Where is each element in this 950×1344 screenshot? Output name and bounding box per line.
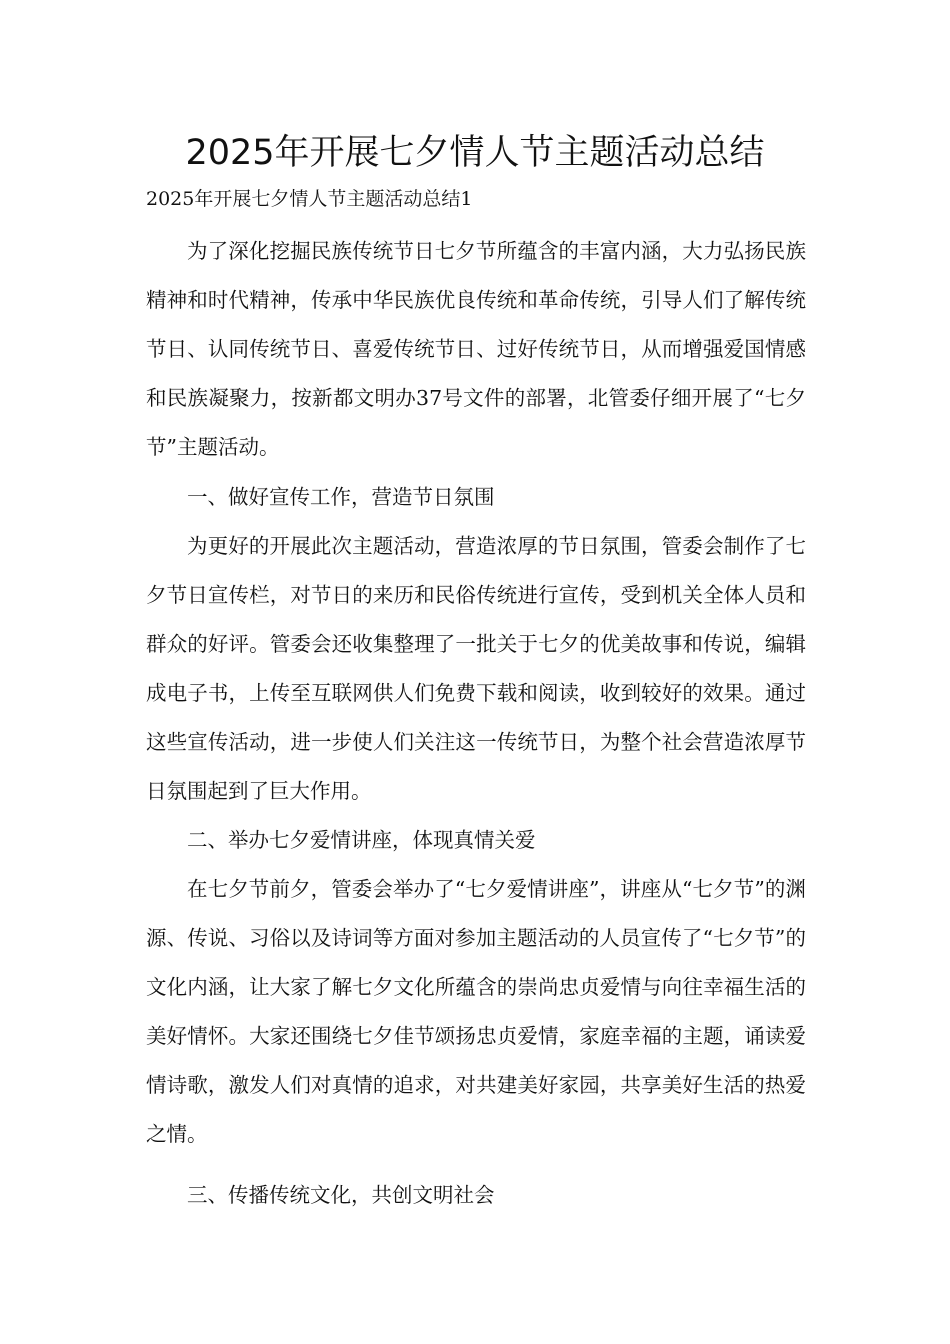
intro-paragraph: 为了深化挖掘民族传统节日七夕节所蕴含的丰富内涵，大力弘扬民族精神和时代精神，传承中华民族优良传统和革命传统，引导人们了解传统节日、认同传统节日、喜爱传统节日、过好传统节日，从而增强爱国情感和民族凝聚力，按新都文明办37号文件的部署，北管委仔细开展了“七夕节”主题活动。 — [146, 239, 806, 459]
document-subtitle: 2025年开展七夕情人节主题活动总结1 — [146, 188, 473, 210]
section-paragraph: 为更好的开展此次主题活动，营造浓厚的节日氛围，管委会制作了七夕节日宣传栏，对节日的来历和民俗传统进行宣传，受到机关全体人员和群众的好评。管委会还收集整理了一批关于七夕的优美故事和传说，编辑成电子书，上传至互联网供人们免费下载和阅读，收到较好的效果。通过这些宣传活动，进一步使人们关注这一传统节日，为整个社会营造浓厚节日氛围起到了巨大作用。 — [146, 534, 806, 803]
section-3 — [146, 1171, 806, 1220]
section-heading: 三、传播传统文化，共创文明社会 — [187, 1183, 495, 1207]
intro-block — [146, 227, 806, 472]
section-heading: 二、举办七夕爱情讲座，体现真情关爱 — [187, 828, 536, 852]
section-2 — [146, 816, 806, 1159]
document-title: 2025年开展七夕情人节主题活动总结 — [185, 133, 765, 173]
section-heading: 一、做好宣传工作，营造节日氛围 — [187, 485, 495, 509]
section-paragraph: 在七夕节前夕，管委会举办了“七夕爱情讲座”，讲座从“七夕节”的渊源、传说、习俗以及诗词等方面对参加主题活动的人员宣传了“七夕节”的文化内涵，让大家了解七夕文化所蕴含的崇尚忠贞爱情与向往幸福生活的美好情怀。大家还围绕七夕佳节颂扬忠贞爱情，家庭幸福的主题，诵读爱情诗歌，激发人们对真情的追求，对共建美好家园，共享美好生活的热爱之情。 — [146, 877, 806, 1146]
section-1 — [146, 473, 806, 816]
